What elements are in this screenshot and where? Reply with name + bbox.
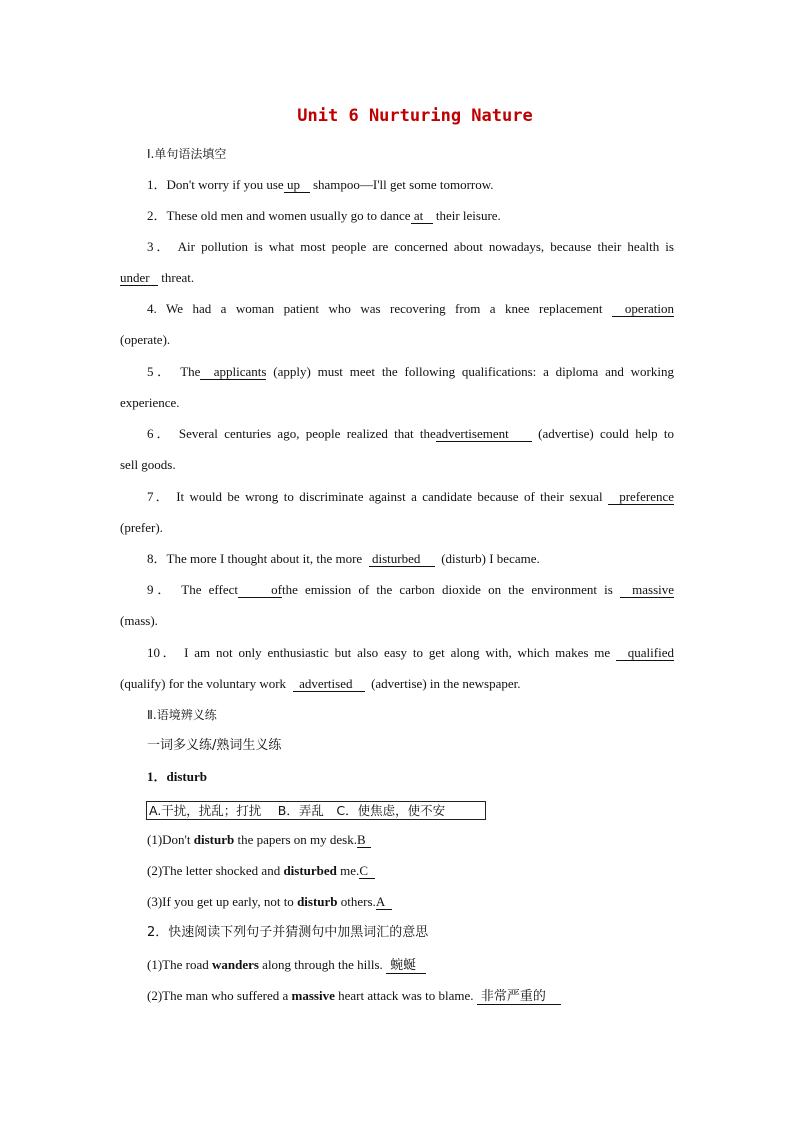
item-text: shampoo—I'll get some tomorrow.	[309, 177, 494, 192]
section-heading-context: Ⅱ.语境辨义练	[147, 708, 217, 722]
item-text: It would be wrong to discriminate against a candidate because of their sexual	[176, 489, 603, 504]
item-text: (qualify) for the voluntary work	[120, 676, 287, 691]
answer-blank: advertisement	[436, 427, 532, 442]
grammar-item-4	[147, 301, 674, 317]
grammar-item-10	[147, 645, 674, 661]
answer-blank: preference	[608, 490, 674, 505]
item-number: 1．	[147, 177, 167, 192]
item-text: The effect	[181, 582, 238, 597]
grammar-item-9-cont: (mass).	[120, 613, 158, 628]
answer-blank: disturbed	[369, 552, 435, 567]
answer-blank: applicants	[200, 365, 266, 380]
item-number: 10．	[147, 645, 179, 660]
item-text: (advertise) in the newspaper.	[371, 676, 521, 691]
item-text: The	[180, 364, 201, 379]
item-text: Don't worry if you use	[166, 177, 284, 192]
item-number: 6．	[147, 426, 173, 441]
item-text: (disturb) I became.	[441, 551, 540, 566]
item-text: threat.	[158, 270, 195, 285]
answer-blank: A	[376, 895, 392, 910]
grammar-item-1	[147, 177, 674, 193]
answer-blank: 蜿蜒	[386, 959, 426, 974]
grammar-item-10-cont	[120, 676, 674, 692]
word-label-disturb: 1．disturb	[147, 769, 207, 784]
disturb-sentence-3: (3)If you get up early, not to disturb others.A	[147, 894, 674, 910]
guess-sentence-1: (1)The road wanders along through the hills. 蜿蜒	[147, 957, 674, 974]
grammar-item-3-cont	[120, 270, 674, 286]
answer-blank: advertised	[293, 677, 365, 692]
guess-sentence-2: (2)The man who suffered a massive heart attack was to blame. 非常严重的	[147, 988, 674, 1005]
disturb-sentence-1: (1)Don't disturb the papers on my desk.B	[147, 832, 674, 848]
item-number: 3．	[147, 239, 173, 254]
grammar-item-5-cont: experience.	[120, 395, 180, 410]
item-number: 9．	[147, 582, 175, 597]
answer-blank: 非常严重的	[477, 990, 561, 1005]
word-label-guess: 2．快速阅读下列句子并猜测句中加黑词汇的意思	[147, 925, 429, 940]
item-text: (advertise) could help to	[538, 426, 675, 441]
answer-blank: C	[359, 864, 375, 879]
answer-blank: qualified	[616, 646, 674, 661]
item-text: (apply) must meet the following qualifications: a diploma and working	[273, 364, 675, 379]
grammar-item-6-cont: sell goods.	[120, 457, 176, 472]
grammar-item-6	[147, 426, 674, 442]
item-text: I am not only enthusiastic but also easy to get along with, which makes me	[184, 645, 611, 660]
item-text: These old men and women usually go to dance	[166, 208, 411, 223]
answer-blank: at	[411, 209, 433, 224]
grammar-item-2	[147, 208, 674, 224]
answer-blank: B	[357, 833, 371, 848]
page-title: Unit 6 Nurturing Nature	[297, 106, 533, 126]
item-number: 2．	[147, 208, 167, 223]
grammar-item-4-cont: (operate).	[120, 332, 171, 347]
answer-blank: massive	[620, 583, 674, 598]
disturb-sentence-2: (2)The letter shocked and disturbed me.C	[147, 863, 674, 879]
item-text: the emission of the carbon dioxide on the environment is	[281, 582, 613, 597]
options-box: A.干扰，扰乱；打扰 B．弄乱 C．使焦虑，使不安	[146, 801, 486, 820]
grammar-item-7	[147, 489, 674, 505]
answer-blank: operation	[612, 302, 674, 317]
grammar-item-3	[147, 239, 674, 255]
grammar-item-8	[147, 551, 674, 567]
section-subheading: 一词多义练/熟词生义练	[147, 738, 282, 753]
item-number: 4.	[147, 301, 157, 316]
item-text: We had a woman patient who was recovering from a knee replacement	[165, 301, 603, 316]
grammar-item-9	[147, 582, 674, 598]
item-text: The more I thought about it, the more	[166, 551, 363, 566]
grammar-item-5	[147, 364, 674, 380]
section-heading-grammar: Ⅰ.单句语法填空	[147, 147, 227, 161]
item-number: 8．	[147, 551, 167, 566]
item-number: 7．	[147, 489, 171, 504]
item-text: their leisure.	[432, 208, 501, 223]
item-text: Air pollution is what most people are concerned about nowadays, because their health is	[177, 239, 674, 254]
item-number: 5．	[147, 364, 174, 379]
grammar-item-7-cont: (prefer).	[120, 520, 163, 535]
answer-blank: up	[284, 178, 310, 193]
answer-blank: under	[120, 271, 158, 286]
item-text: Several centuries ago, people realized that the	[178, 426, 436, 441]
answer-blank: of	[238, 583, 282, 598]
